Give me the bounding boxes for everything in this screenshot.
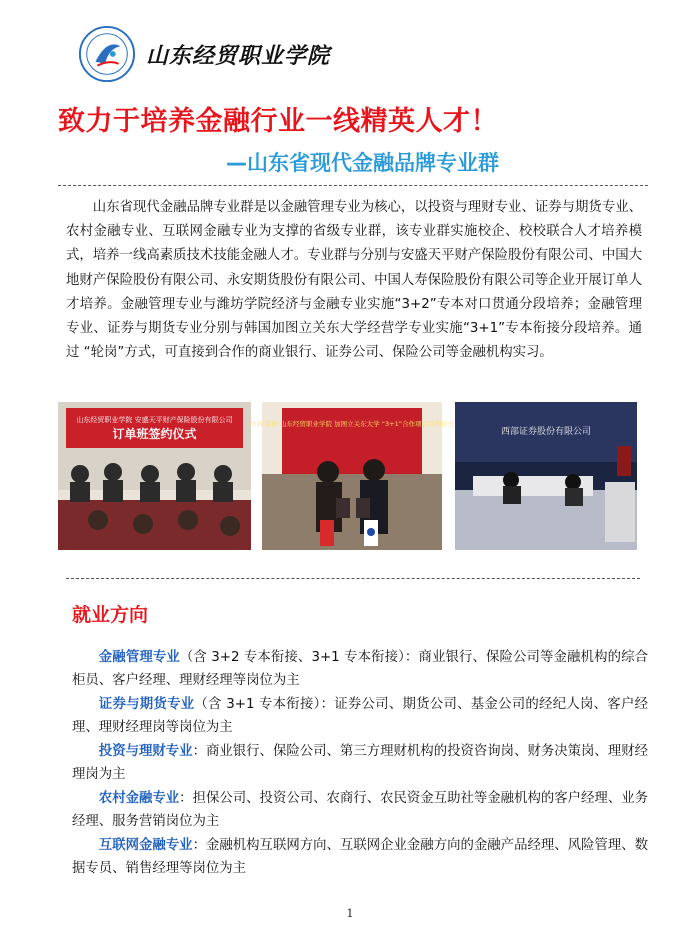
career-detail: ：担保公司、投资公司、农商行、农民资金互助社等金融机构的客户经理、业务经理、服务营销岗位为主 [72,791,649,829]
office-sign: 西部证券股份有限公司 [500,427,592,437]
career-category: 证券与期货专业 [98,697,195,712]
school-emblem-icon [78,25,136,83]
banner-text-line2: 订单班签约仪式 [112,427,197,441]
page-number: 1 [346,907,354,920]
career-item [72,835,648,880]
section-title: 就业方向 [72,604,149,626]
photo-securities-office [455,402,637,550]
photo-signing-ceremony [58,402,251,550]
career-detail: （含 3+2 专本衔接、3+1 专本衔接）：商业银行、保险公司等金融机构的综合柜员、客户经理、理财经理等岗位为主 [72,650,648,688]
career-item [72,694,648,739]
career-category: 互联网金融专业 [98,838,193,853]
career-item [72,741,648,786]
career-item [72,788,648,833]
subheadline: —山东省现代金融品牌专业群 [226,151,499,175]
career-detail: （含 3+1 专本衔接）：证券公司、期货公司、基金公司的经纪人岗、客户经理、理财经理岗等岗位为主 [72,697,649,735]
headline: 致力于培养金融行业一线精英人才！ [58,106,498,137]
career-detail: ：金融机构互联网方向、互联网企业金融方向的金融产品经理、风险管理、数据专员、销售经理等岗位为主 [72,838,649,876]
career-item [72,647,648,692]
career-category: 金融管理专业 [98,650,180,665]
career-category: 农村金融专业 [98,791,180,806]
photo-cooperation-signing [249,402,455,550]
banner-text: 中国 韩国 山东经贸职业学院 加图立关东大学 “3+1”合作项目签约仪式 [249,420,455,428]
divider [66,578,640,579]
career-detail: ：商业银行、保险公司、第三方理财机构的投资咨询岗、财务决策岗、理财经理岗为主 [72,744,649,782]
career-category: 投资与理财专业 [98,744,193,759]
header [78,18,330,90]
school-name: 山东经贸职业学院 [146,42,331,69]
banner-text-line1: 山东经贸职业学院 安盛天平财产保险股份有限公司 [76,416,233,424]
intro-paragraph: 山东省现代金融品牌专业群是以金融管理专业为核心，以投资与理财专业、证券与期货专业、农村金融专业、互联网金融专业为支撑的省级专业群，该专业群实施校企、校校联合人才培养模式，培养一线高素质技术技能金融人才。专业群与分别与安盛天平财产保险股份有限公司、中国大地财产保险股份有限公司、永安期货股份有限公司、中国人寿保险股份有限公司等企业开展订单人才培养。金融管理专业与潍坊学院经济与金融专业实施“3+2”专本对口贯通分段培养；金融管理专业、证券与期货专业分别与韩国加图立关东大学经营学专业实施“3+1”专本衔接分段培养。通过 “轮岗”方式，可直接到合作的商业银行、证券公司、保险公司等金融机构实习。 [66,200,642,361]
divider [58,185,648,186]
